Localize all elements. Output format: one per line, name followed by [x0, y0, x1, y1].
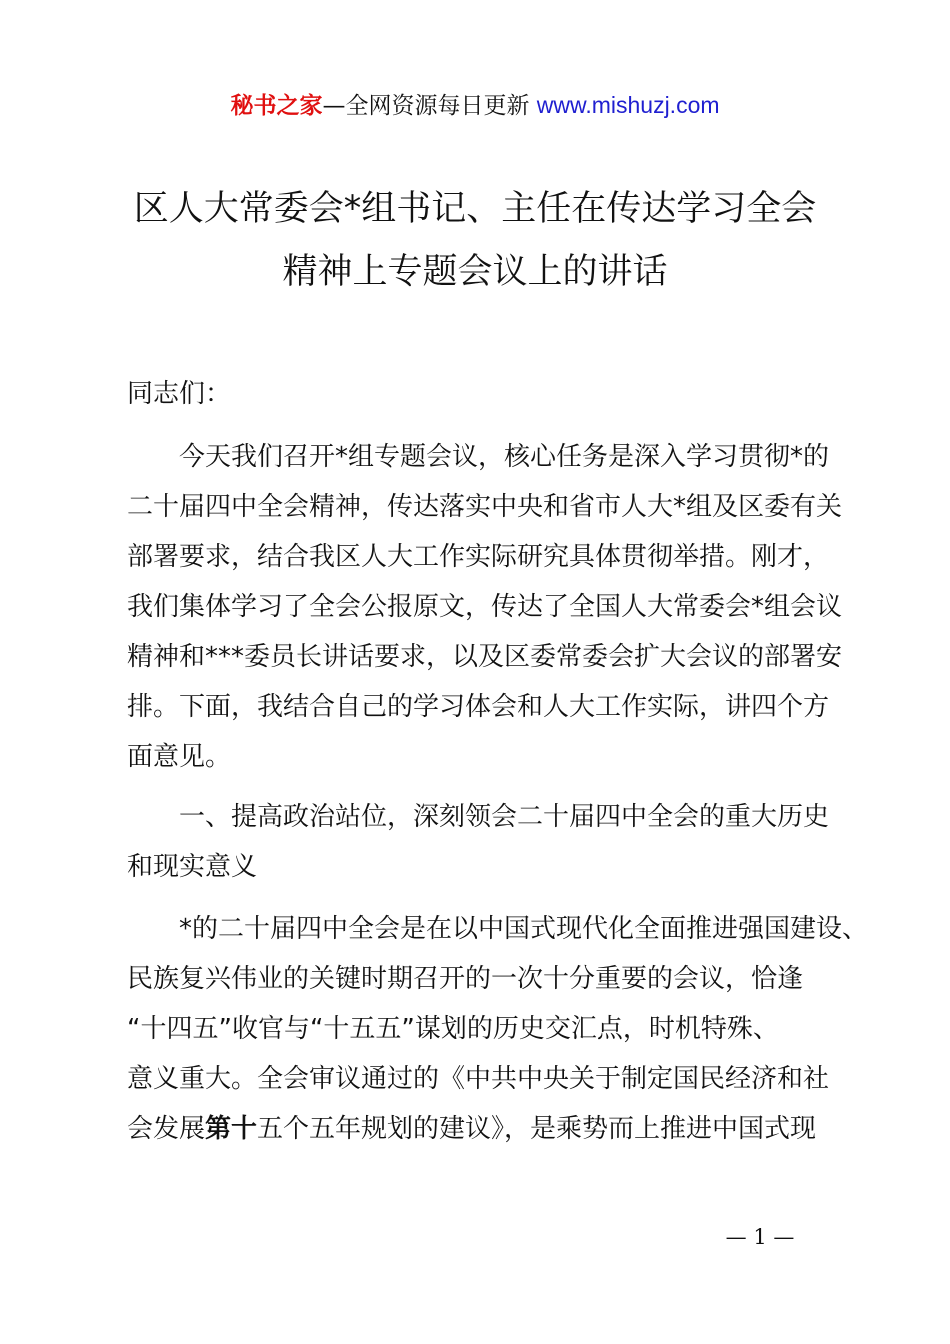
header-tagline: —全网资源每日更新: [322, 93, 537, 119]
text-line: 民族复兴伟业的关键时期召开的一次十分重要的会议，恰逢: [127, 964, 804, 994]
text-line: 我们集体学习了全会公报原文，传达了全国人大常委会*组会议: [127, 592, 843, 622]
site-header: [0, 88, 950, 123]
brand-name: 秘书之家: [230, 93, 323, 119]
page-number: — 1 —: [725, 1225, 795, 1249]
section-heading-1: [127, 792, 839, 892]
text-line: “十四五”收官与“十五五”谋划的历史交汇点，时机特殊、: [127, 1014, 779, 1044]
document-title: [100, 178, 850, 304]
text-segment: 会发展: [127, 1114, 206, 1144]
paragraph-section-1: [127, 904, 869, 1154]
heading-line: 和现实意义: [127, 852, 258, 882]
text-segment: 五个五年规划的建议》，是乘势而上推进中国式现: [257, 1114, 817, 1144]
text-line: 面意见。: [127, 742, 232, 772]
text-line: 今天我们召开*组专题会议，核心任务是深入学习贯彻*的: [179, 442, 830, 472]
text-line: 意义重大。全会审议通过的《中共中央关于制定国民经济和社: [127, 1064, 830, 1094]
heading-line: 一、提高政治站位，深刻领会二十届四中全会的重大历史: [179, 802, 830, 832]
paragraph-intro: [127, 432, 843, 782]
text-line: 排。下面，我结合自己的学习体会和人大工作实际，讲四个方: [127, 692, 830, 722]
title-line-2: 精神上专题会议上的讲话: [282, 252, 668, 292]
bold-text-segment: 第十: [205, 1114, 258, 1144]
text-line: 部署要求，结合我区人大工作实际研究具体贯彻举措。刚才，: [127, 542, 830, 572]
salutation: 同志们：: [127, 379, 232, 409]
title-line-1: 区人大常委会*组书记、主任在传达学习全会: [133, 189, 817, 229]
text-line: 二十届四中全会精神，传达落实中央和省市人大*组及区委有关: [127, 492, 843, 522]
text-line: [127, 1104, 839, 1154]
text-line: *的二十届四中全会是在以中国式现代化全面推进强国建设、: [179, 914, 869, 944]
site-url-link[interactable]: www.mishuzj.com: [536, 92, 720, 118]
text-line: 精神和***委员长讲话要求，以及区委常委会扩大会议的部署安: [127, 642, 843, 672]
